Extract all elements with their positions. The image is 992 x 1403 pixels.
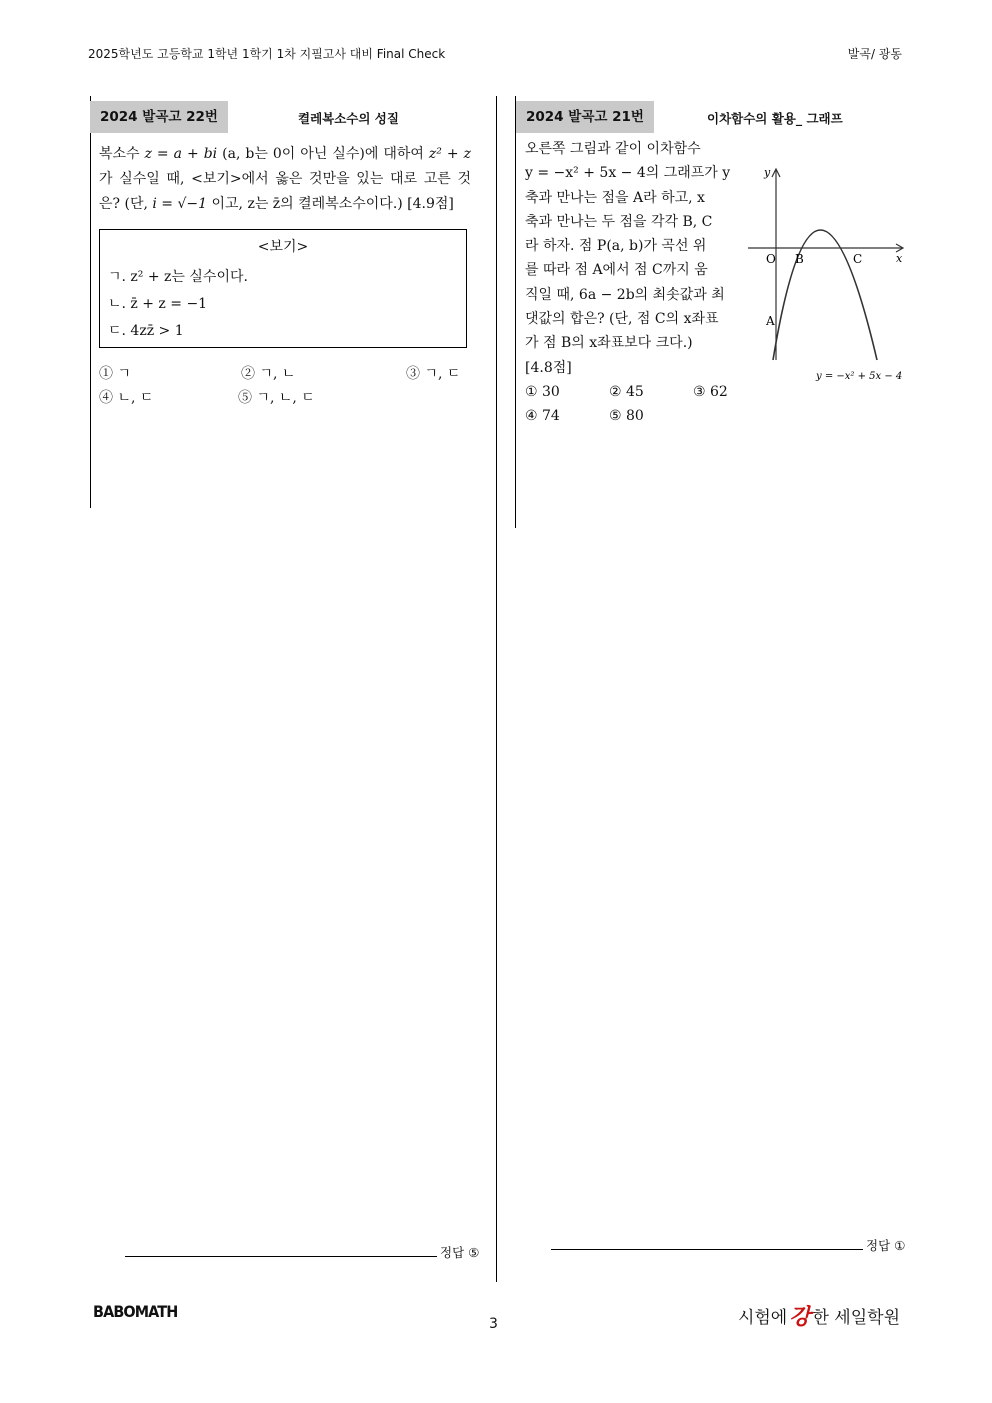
- bogi-title: <보기>: [257, 239, 309, 255]
- slogan-mark: 강: [789, 1304, 811, 1330]
- bogi-box: [99, 229, 467, 348]
- parabola-graph: [740, 160, 910, 385]
- choice-1: ① ㄱ: [99, 366, 131, 382]
- point-b-label: B: [795, 252, 804, 266]
- left-margin-line: [90, 96, 91, 508]
- question-topic: 켤레복소수의 성질: [298, 111, 399, 126]
- answer-line: [125, 1256, 437, 1257]
- question-text: 오른쪽 그림과 같이 이차함수 y = −x² + 5x − 4의 그래프가 y 축과 만나는 점을 A라 하고, x 축과 만나는 두 점을 각각 B, C 라 하자. 점 P(a, b)가 곡선 위 를 따라 점 A에서 점 C까지 움 직일 때, 6a − 2b의 최솟값과 최 댓값의 합은? (단, 점 C의 x좌표 가 점 B의 x좌표보다 크다.) [4.8점]: [525, 141, 731, 376]
- bogi-item: ㄴ. z̄ + z = −1: [108, 296, 208, 312]
- point-a-label: A: [766, 314, 775, 328]
- choice-4: ④ 74: [525, 408, 560, 424]
- school-label: 발곡/ 광동: [847, 47, 902, 61]
- x-axis-label: x: [896, 252, 903, 265]
- choice-2: ② ㄱ, ㄴ: [241, 366, 296, 382]
- question-text: 복소수 z = a + bi (a, b는 0이 아닌 실수)에 대하여 z² + z가 실수일 때, <보기>에서 옳은 것만을 있는 대로 고른 것은? (단, i = √−1 이고, z는 z̄의 켤레복소수이다.) [4.9점]: [99, 146, 471, 212]
- page-number: 3: [489, 1316, 498, 1332]
- bogi-item: ㄱ. z² + z는 실수이다.: [108, 269, 248, 285]
- slogan-text-pre: 시험에: [737, 1308, 788, 1328]
- answer-label: 정답 ⑤: [440, 1245, 480, 1260]
- academy-slogan: [738, 1300, 900, 1331]
- choice-3: ③ ㄱ, ㄷ: [406, 366, 461, 382]
- choice-3: ③ 62: [693, 384, 728, 400]
- choice-4: ④ ㄴ, ㄷ: [99, 390, 154, 406]
- slogan-text-post: 한 세일학원: [812, 1308, 900, 1328]
- answer-label: 정답 ①: [866, 1238, 906, 1253]
- choice-1: ① 30: [525, 384, 560, 400]
- question-source-tag: 2024 발곡고 21번: [516, 101, 654, 133]
- choice-2: ② 45: [609, 384, 644, 400]
- point-c-label: C: [853, 252, 863, 266]
- babomath-logo: BABOMATH: [93, 1302, 178, 1321]
- bogi-item: ㄷ. 4zz̄ > 1: [108, 323, 184, 339]
- right-margin-line: [515, 96, 516, 528]
- y-axis-label: y: [764, 166, 771, 179]
- question-topic: 이차함수의 활용_ 그래프: [707, 111, 843, 126]
- choice-5: ⑤ 80: [609, 408, 644, 424]
- question-source-tag: 2024 발곡고 22번: [90, 101, 228, 133]
- choice-5: ⑤ ㄱ, ㄴ, ㄷ: [238, 390, 315, 406]
- graph-equation: y = −x² + 5x − 4: [816, 371, 903, 382]
- answer-line: [551, 1249, 863, 1250]
- column-divider: [496, 96, 497, 1282]
- document-title: 2025학년도 고등학교 1학년 1학기 1차 지필고사 대비 Final Check: [88, 47, 446, 61]
- origin-label: O: [766, 252, 776, 266]
